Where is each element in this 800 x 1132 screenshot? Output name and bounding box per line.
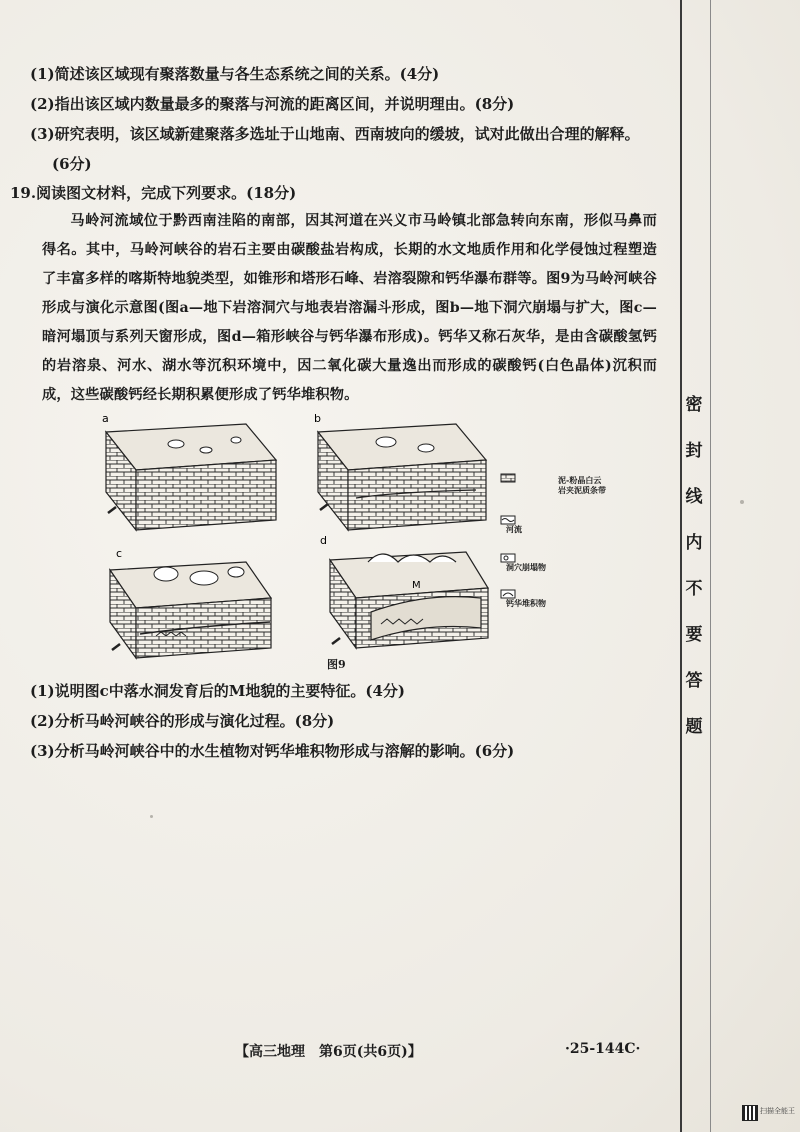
- paper-speck: [740, 500, 744, 504]
- question-19-passage: [42, 207, 657, 410]
- legend-label-river: 河流: [506, 524, 522, 534]
- legend-swatch-rock: [501, 474, 515, 482]
- paper-speck: [150, 815, 153, 818]
- question-18-3: (3)研究表明，该区域新建聚落多选址于山地南、西南坡向的缓坡，试对此做出合理的解释。: [30, 125, 640, 143]
- page-footer-code: ·25-144C·: [565, 1041, 641, 1057]
- marker-m: M: [412, 580, 421, 591]
- question-18-2: (2)指出该区域内数量最多的聚落与河流的距离区间，并说明理由。(8分): [30, 95, 515, 113]
- panel-c-label: c: [116, 547, 123, 560]
- question-18-3-score: (6分): [52, 155, 92, 173]
- panel-a-label: a: [102, 412, 109, 425]
- panel-d: [320, 534, 488, 648]
- legend-label-rock: 泥-粉晶白云岩夹泥质条带: [558, 475, 606, 495]
- scanner-watermark: 扫描全能王: [760, 1107, 795, 1115]
- qr-code-icon: [742, 1105, 758, 1121]
- panel-b: [314, 412, 486, 530]
- passage-text: 马岭河流域位于黔西南洼陷的南部，因其河道在兴义市马岭镇北部急转向东南，形似马鼻而得名。其中，马岭河峡谷的岩石主要由碳酸盐岩构成，长期的水文地质作用和化学侵蚀过程塑造了丰富多样的喀斯特地貌类型，如锥形和塔形石峰、岩溶裂隙和钙华瀑布群等。图9为马岭河峡谷形成与演化示意图(图a—地下岩溶洞穴与地表岩溶漏斗形成，图b—地下洞穴崩塌与扩大，图c—暗河塌顶与系列天窗形成，图d—箱形峡谷与钙华瀑布形成)。钙华又称石灰华，是由含碳酸氢钙的岩溶泉、河水、湖水等沉积环境中，因二氧化碳大量逸出而形成的碳酸钙(白色晶体)沉积而成，这些碳酸钙经长期积累便形成了钙华堆积物。: [42, 213, 657, 403]
- panel-c: [110, 547, 271, 658]
- binding-line-outer: [710, 0, 711, 1132]
- question-19-heading: 19.阅读图文材料，完成下列要求。(18分): [10, 184, 297, 202]
- panel-b-label: b: [314, 412, 321, 425]
- binding-line: [680, 0, 682, 1132]
- panel-a: [102, 412, 276, 530]
- panel-d-label: d: [320, 534, 327, 547]
- page-footer-title: 【高三地理 第6页(共6页)】: [235, 1044, 422, 1060]
- question-18-1: (1)简述该区域现有聚落数量与各生态系统之间的关系。(4分): [30, 65, 440, 83]
- question-19-3: (3)分析马岭河峡谷中的水生植物对钙华堆积物形成与溶解的影响。(6分): [30, 742, 515, 760]
- legend-label-collapse: 洞穴崩塌物: [506, 562, 546, 572]
- legend-swatch-travertine: [501, 590, 515, 598]
- binding-warning: 密 封 线 内 不 要 答 题: [685, 395, 703, 737]
- legend-label-travertine: 钙华堆积物: [506, 598, 546, 608]
- figure-caption: 图9: [327, 658, 346, 671]
- question-19-2: (2)分析马岭河峡谷的形成与演化过程。(8分): [30, 712, 335, 730]
- legend: [501, 474, 515, 598]
- question-19-1: (1)说明图c中落水洞发育后的M地貌的主要特征。(4分): [30, 682, 406, 700]
- figure-9-diagram: [96, 412, 516, 670]
